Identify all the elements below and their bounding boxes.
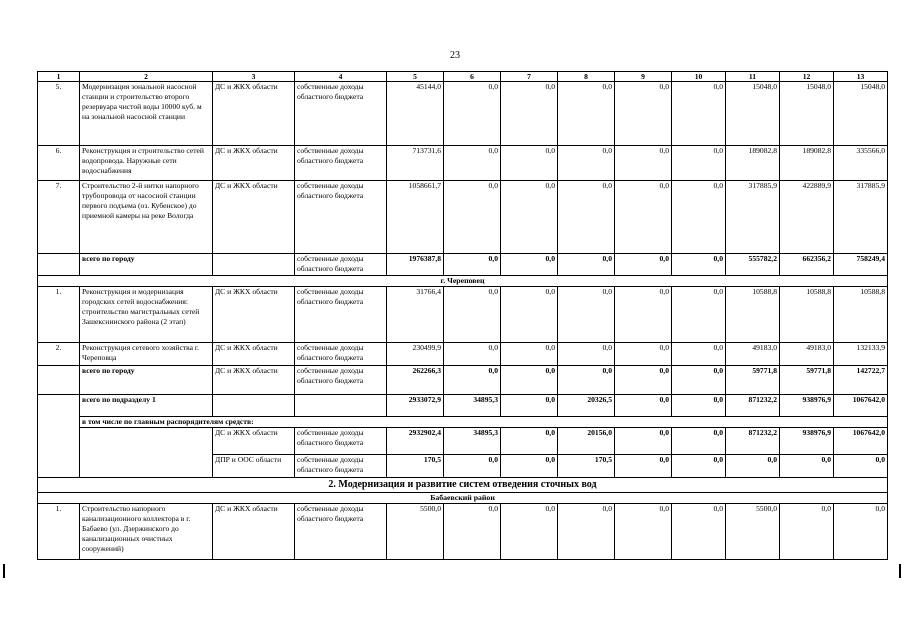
total-label: всего по городу xyxy=(80,366,213,395)
value-cell: 0,0 xyxy=(615,504,672,560)
table-row xyxy=(38,504,888,560)
executor: ДС и ЖКХ области xyxy=(213,146,295,181)
value-cell: 0,0 xyxy=(444,146,501,181)
value-cell: 0,0 xyxy=(615,428,672,455)
funding-source: собственные доходы областного бюджета xyxy=(295,366,387,395)
executor: ДС и ЖКХ области xyxy=(213,428,295,455)
value-cell: 0,0 xyxy=(615,146,672,181)
value-cell: 170,5 xyxy=(387,455,444,478)
funding-source: собственные доходы областного бюджета xyxy=(295,181,387,254)
value-cell: 0,0 xyxy=(558,287,615,343)
col-header: 11 xyxy=(726,72,780,82)
value-cell: 34895,3 xyxy=(444,395,501,417)
row-number: 1. xyxy=(38,287,80,343)
executor: ДС и ЖКХ области xyxy=(213,343,295,366)
value-cell: 0,0 xyxy=(672,428,726,455)
value-cell: 0,0 xyxy=(615,181,672,254)
value-cell: 1058661,7 xyxy=(387,181,444,254)
value-cell: 0,0 xyxy=(780,455,834,478)
executor: ДС и ЖКХ области xyxy=(213,504,295,560)
funding-source: собственные доходы областного бюджета xyxy=(295,428,387,455)
right-edge-mark xyxy=(899,564,901,578)
value-cell: 713731,6 xyxy=(387,146,444,181)
value-cell: 0,0 xyxy=(501,146,558,181)
value-cell: 0,0 xyxy=(501,181,558,254)
value-cell: 10588,8 xyxy=(726,287,780,343)
city-row xyxy=(38,493,888,504)
value-cell: 0,0 xyxy=(444,181,501,254)
value-cell: 0,0 xyxy=(501,504,558,560)
value-cell: 0,0 xyxy=(672,254,726,276)
value-cell: 59771,8 xyxy=(726,366,780,395)
subtotal-row xyxy=(38,395,888,417)
value-cell: 1976387,8 xyxy=(387,254,444,276)
table-row xyxy=(38,146,888,181)
city-name: г. Череповец xyxy=(38,276,888,287)
value-cell: 15048,0 xyxy=(726,82,780,146)
value-cell: 0,0 xyxy=(672,287,726,343)
value-cell: 422889,9 xyxy=(780,181,834,254)
value-cell: 0,0 xyxy=(672,146,726,181)
row-number: 5. xyxy=(38,82,80,146)
budget-table xyxy=(37,71,888,560)
executor: ДС и ЖКХ области xyxy=(213,287,295,343)
value-cell: 45144,0 xyxy=(387,82,444,146)
value-cell: 0,0 xyxy=(444,343,501,366)
value-cell: 10588,8 xyxy=(834,287,888,343)
total-row xyxy=(38,254,888,276)
left-edge-mark xyxy=(3,564,5,578)
funding-source: собственные доходы областного бюджета xyxy=(295,343,387,366)
subtotal-label: всего по подразделу 1 xyxy=(80,395,213,417)
funding-source: собственные доходы областного бюджета xyxy=(295,146,387,181)
value-cell: 662356,2 xyxy=(780,254,834,276)
value-cell: 758249,4 xyxy=(834,254,888,276)
value-cell: 0,0 xyxy=(615,395,672,417)
included-row xyxy=(38,417,888,428)
value-cell: 0,0 xyxy=(558,504,615,560)
col-header: 12 xyxy=(780,72,834,82)
value-cell: 0,0 xyxy=(615,455,672,478)
value-cell: 335566,0 xyxy=(834,146,888,181)
empty-cell xyxy=(295,395,387,417)
value-cell: 0,0 xyxy=(501,366,558,395)
value-cell: 0,0 xyxy=(672,455,726,478)
table-row xyxy=(38,287,888,343)
executor: ДПР и ООС области xyxy=(213,455,295,478)
value-cell: 317885,9 xyxy=(726,181,780,254)
value-cell: 0,0 xyxy=(444,455,501,478)
executor: ДС и ЖКХ области xyxy=(213,366,295,395)
col-header: 8 xyxy=(558,72,615,82)
value-cell: 938976,9 xyxy=(780,395,834,417)
table-row xyxy=(38,181,888,254)
value-cell: 20326,5 xyxy=(558,395,615,417)
value-cell: 0,0 xyxy=(501,455,558,478)
value-cell: 0,0 xyxy=(501,395,558,417)
table-row xyxy=(38,343,888,366)
funding-source: собственные доходы областного бюджета xyxy=(295,254,387,276)
value-cell: 0,0 xyxy=(834,455,888,478)
value-cell: 2932902,4 xyxy=(387,428,444,455)
project-name: Реконструкция сетевого хозяйства г. Череповца xyxy=(80,343,213,366)
project-name: Строительство напорного канализационного коллектора в г. Бабаево (ул. Дзержинского до канализационных очистных сооружений) xyxy=(80,504,213,560)
col-header: 7 xyxy=(501,72,558,82)
city-name: Бабаевский район xyxy=(38,493,888,504)
value-cell: 1067642,0 xyxy=(834,395,888,417)
value-cell: 0,0 xyxy=(444,366,501,395)
value-cell: 0,0 xyxy=(444,504,501,560)
table-header-row xyxy=(38,72,888,82)
value-cell: 0,0 xyxy=(615,343,672,366)
distributor-row xyxy=(38,428,888,455)
value-cell: 555782,2 xyxy=(726,254,780,276)
project-name: Модернизация зональной насосной станции и строительство второго резервуара чистой воды 10000 куб. м на зональной насосной станции xyxy=(80,82,213,146)
value-cell: 189082,8 xyxy=(726,146,780,181)
section-row xyxy=(38,478,888,493)
empty-cell xyxy=(38,366,80,395)
value-cell: 142722,7 xyxy=(834,366,888,395)
col-header: 2 xyxy=(80,72,213,82)
value-cell: 0,0 xyxy=(672,366,726,395)
value-cell: 59771,8 xyxy=(780,366,834,395)
table-row xyxy=(38,82,888,146)
city-row xyxy=(38,276,888,287)
value-cell: 0,0 xyxy=(558,366,615,395)
value-cell: 170,5 xyxy=(558,455,615,478)
value-cell: 0,0 xyxy=(558,82,615,146)
value-cell: 0,0 xyxy=(558,146,615,181)
empty-cell xyxy=(80,428,213,478)
section-title: 2. Модернизация и развитие систем отведения сточных вод xyxy=(38,478,888,493)
executor: ДС и ЖКХ области xyxy=(213,82,295,146)
col-header: 13 xyxy=(834,72,888,82)
value-cell: 0,0 xyxy=(726,455,780,478)
value-cell: 0,0 xyxy=(558,181,615,254)
value-cell: 31766,4 xyxy=(387,287,444,343)
included-label: в том числе по главным распорядителям средств: xyxy=(80,417,888,428)
value-cell: 0,0 xyxy=(444,254,501,276)
empty-cell xyxy=(38,254,80,276)
empty-cell xyxy=(213,395,295,417)
col-header: 5 xyxy=(387,72,444,82)
total-label: всего по городу xyxy=(80,254,213,276)
value-cell: 262266,3 xyxy=(387,366,444,395)
value-cell: 317885,9 xyxy=(834,181,888,254)
funding-source: собственные доходы областного бюджета xyxy=(295,287,387,343)
value-cell: 2933072,9 xyxy=(387,395,444,417)
row-number: 6. xyxy=(38,146,80,181)
value-cell: 871232,2 xyxy=(726,428,780,455)
value-cell: 0,0 xyxy=(444,82,501,146)
row-number: 1. xyxy=(38,504,80,560)
project-name: Реконструкция и модернизация городских сетей водоснабжения: строительство магистральных сетей Зашекснинского района (2 этап) xyxy=(80,287,213,343)
value-cell: 15048,0 xyxy=(780,82,834,146)
value-cell: 49183,0 xyxy=(726,343,780,366)
row-number: 2. xyxy=(38,343,80,366)
col-header: 6 xyxy=(444,72,501,82)
project-name: Реконструкция и строительство сетей водопровода. Наружные сети водоснабжения xyxy=(80,146,213,181)
value-cell: 0,0 xyxy=(501,428,558,455)
funding-source: собственные доходы областного бюджета xyxy=(295,82,387,146)
value-cell: 0,0 xyxy=(501,343,558,366)
value-cell: 0,0 xyxy=(672,395,726,417)
value-cell: 0,0 xyxy=(501,254,558,276)
page-number: 23 xyxy=(450,50,460,61)
funding-source: собственные доходы областного бюджета xyxy=(295,504,387,560)
value-cell: 0,0 xyxy=(834,504,888,560)
value-cell: 0,0 xyxy=(615,254,672,276)
project-name: Строительство 2-й нитки напорного трубопровода от насосной станции первого подъема (оз. Кубенское) до приемной камеры на реке Вологда xyxy=(80,181,213,254)
funding-source: собственные доходы областного бюджета xyxy=(295,455,387,478)
value-cell: 10588,8 xyxy=(780,287,834,343)
value-cell: 0,0 xyxy=(444,287,501,343)
value-cell: 0,0 xyxy=(615,82,672,146)
value-cell: 871232,2 xyxy=(726,395,780,417)
value-cell: 0,0 xyxy=(672,504,726,560)
value-cell: 34895,3 xyxy=(444,428,501,455)
value-cell: 0,0 xyxy=(615,287,672,343)
col-header: 3 xyxy=(213,72,295,82)
empty-cell xyxy=(38,395,80,478)
value-cell: 5500,0 xyxy=(726,504,780,560)
executor: ДС и ЖКХ области xyxy=(213,181,295,254)
value-cell: 49183,0 xyxy=(780,343,834,366)
col-header: 9 xyxy=(615,72,672,82)
value-cell: 1067642,0 xyxy=(834,428,888,455)
col-header: 1 xyxy=(38,72,80,82)
value-cell: 20156,0 xyxy=(558,428,615,455)
value-cell: 0,0 xyxy=(501,287,558,343)
col-header: 4 xyxy=(295,72,387,82)
value-cell: 15048,0 xyxy=(834,82,888,146)
value-cell: 938976,9 xyxy=(780,428,834,455)
empty-cell xyxy=(213,254,295,276)
value-cell: 0,0 xyxy=(672,82,726,146)
value-cell: 0,0 xyxy=(558,254,615,276)
value-cell: 0,0 xyxy=(558,343,615,366)
value-cell: 0,0 xyxy=(615,366,672,395)
total-row xyxy=(38,366,888,395)
value-cell: 230499,9 xyxy=(387,343,444,366)
value-cell: 189082,8 xyxy=(780,146,834,181)
col-header: 10 xyxy=(672,72,726,82)
value-cell: 5500,0 xyxy=(387,504,444,560)
value-cell: 0,0 xyxy=(672,181,726,254)
value-cell: 132133,9 xyxy=(834,343,888,366)
value-cell: 0,0 xyxy=(780,504,834,560)
value-cell: 0,0 xyxy=(501,82,558,146)
value-cell: 0,0 xyxy=(672,343,726,366)
row-number: 7. xyxy=(38,181,80,254)
